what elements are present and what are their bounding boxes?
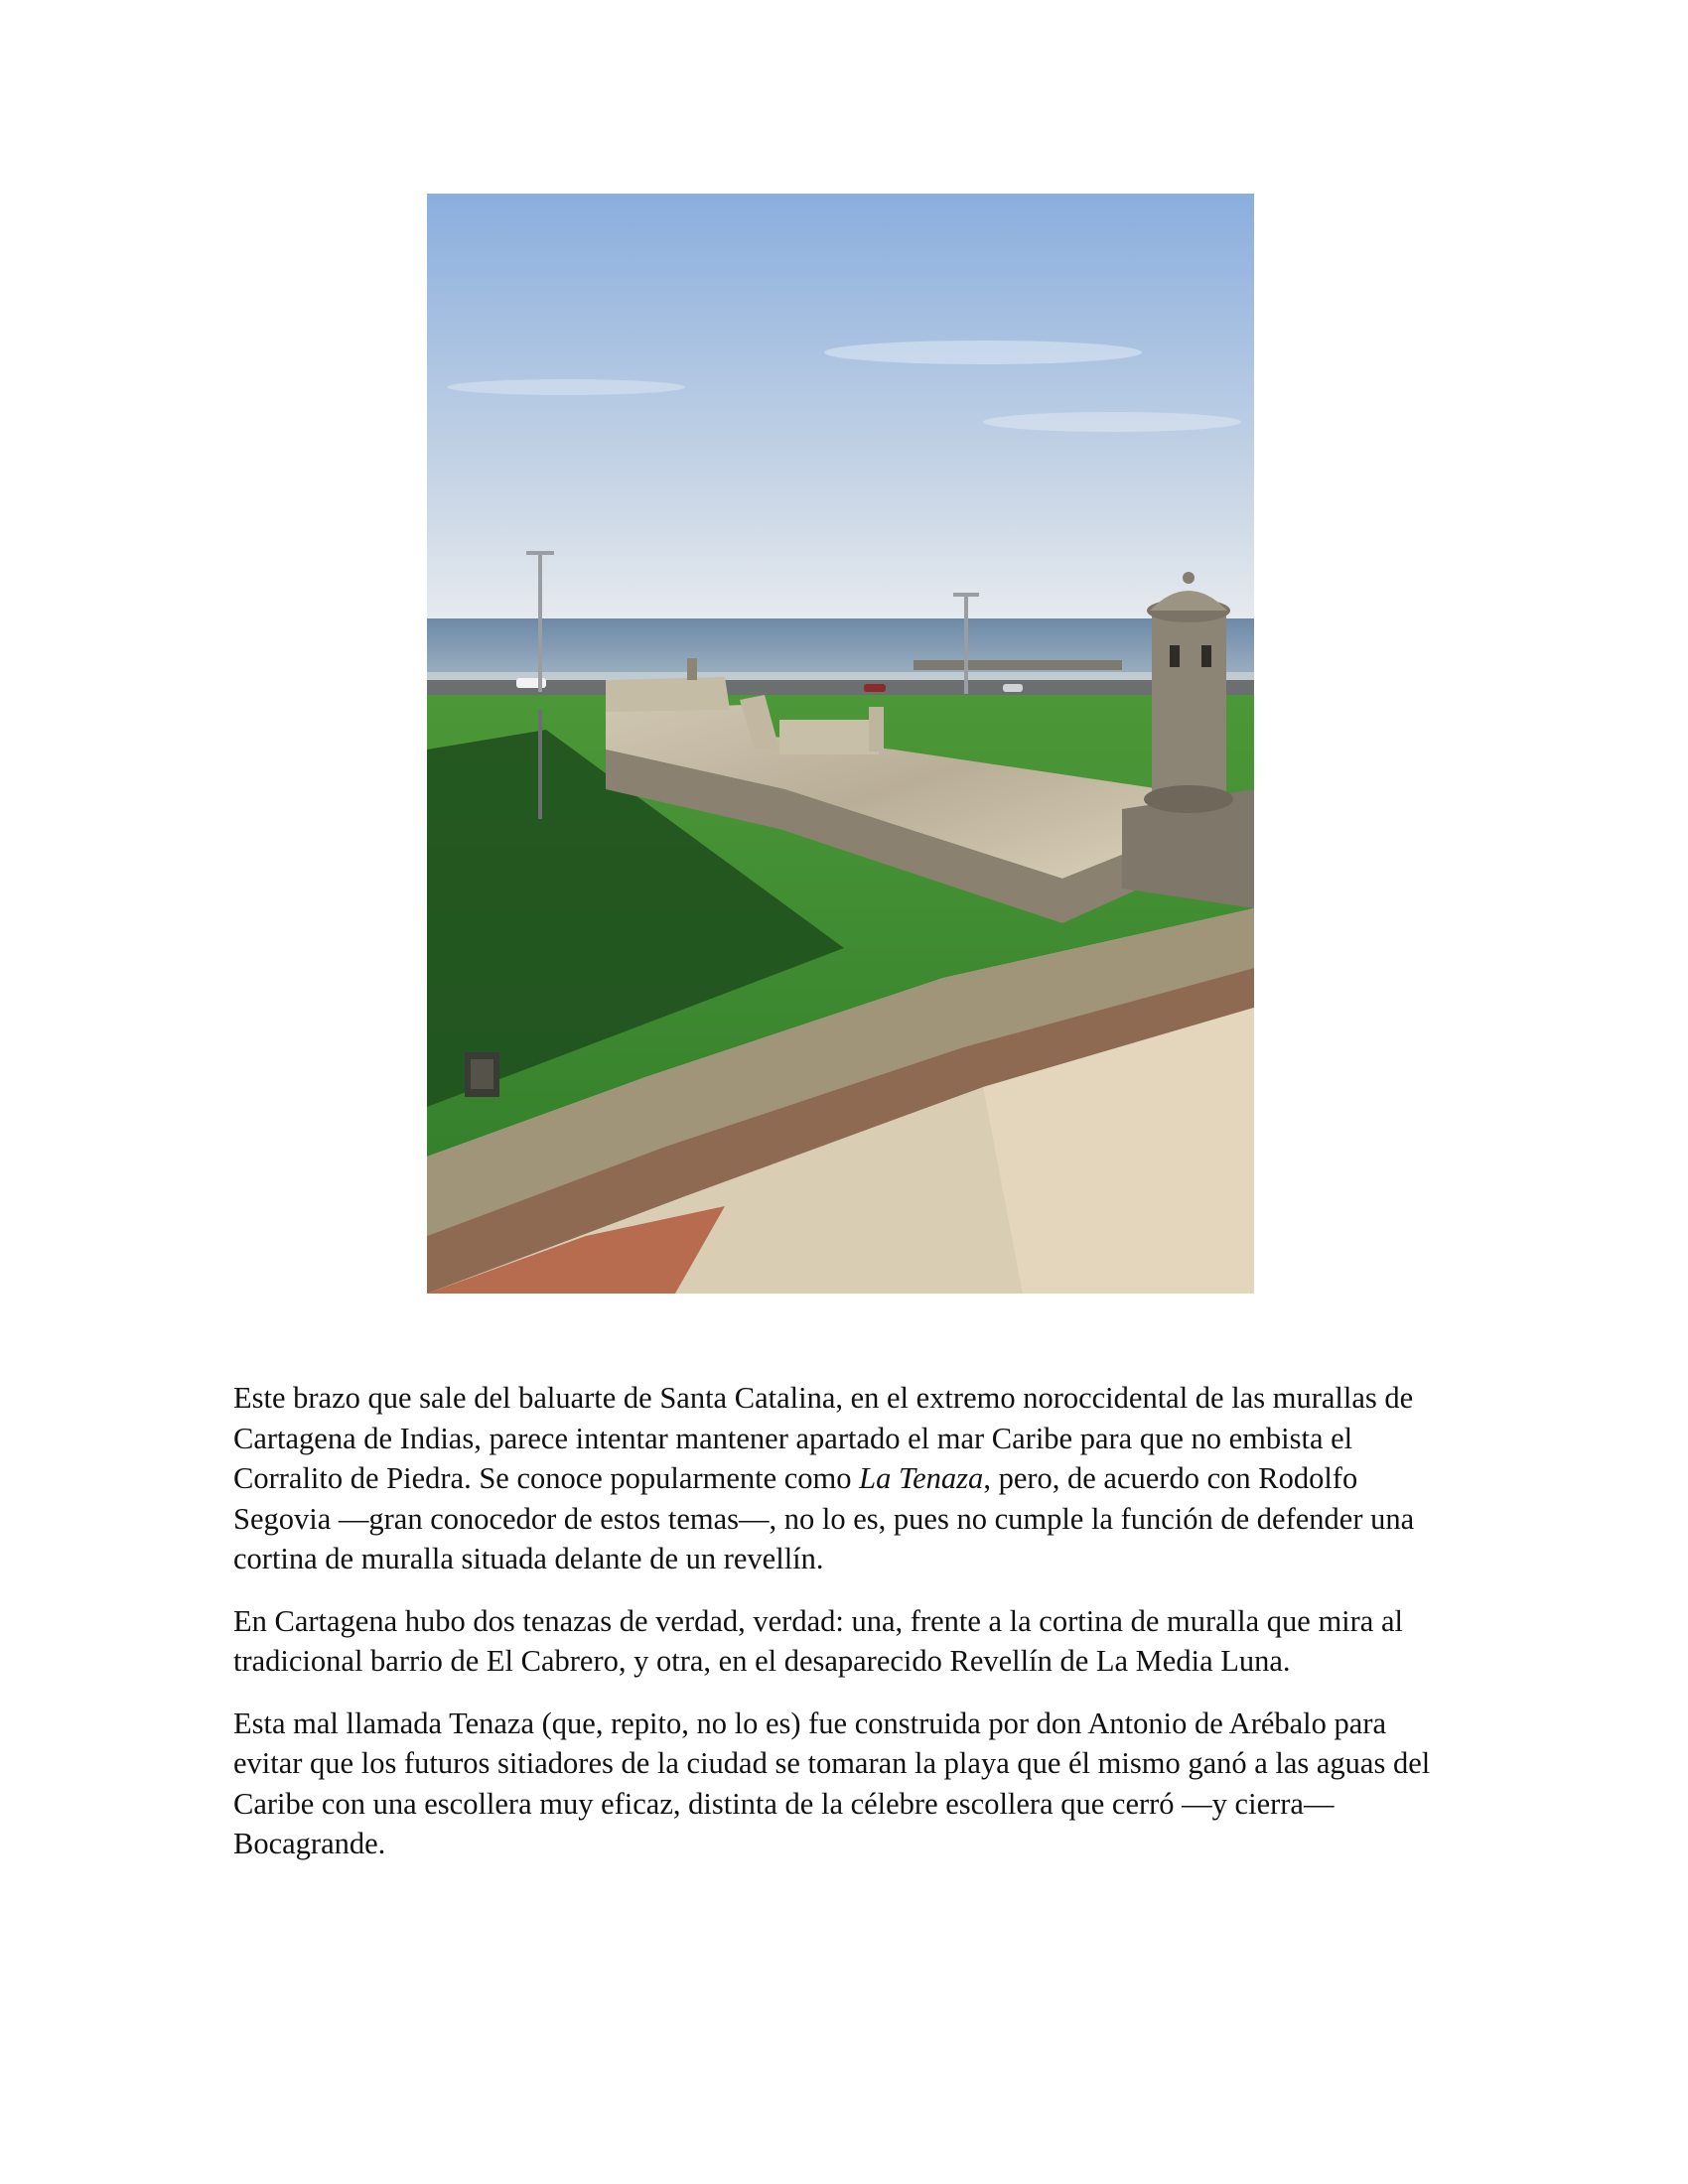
paragraph-2: En Cartagena hubo dos tenazas de verdad, verdad: una, frente a la cortina de muralla que mira al tradicional barrio de El Cabrero, y otra, en el desaparecido Revellín de La Media Luna. (233, 1603, 1403, 1678)
fortification-photo (427, 194, 1254, 1294)
photo-illustration (427, 194, 1254, 1294)
paragraph-1-emphasis: La Tenaza (859, 1461, 984, 1495)
paragraph-1-end: , pero, de acuerdo con Rodolfo Segovia —gran conocedor de estos temas—, no lo es, pues no cumple la función de defender una cortina de muralla situada delante de un revellín. (233, 1461, 1415, 1575)
paragraph-1-start: Este brazo que sale del baluarte de Santa Catalina, en el extremo noroccidental de las murallas de Cartagena de Indias, parece intentar mantener apartado el mar Caribe para que no embista el Corralito de Piedra. Se conoce popularmente como (233, 1381, 1414, 1495)
paragraph-1 (233, 1378, 1455, 1579)
sky (427, 194, 1254, 620)
sentry-box (1144, 572, 1233, 813)
paragraph-3: Esta mal llamada Tenaza (que, repito, no lo es) fue construida por don Antonio de Arébalo para evitar que los futuros sitiadores de la ciudad se tomaran la playa que él mismo ganó a las aguas del Caribe con una escollera muy eficaz, distinta de la célebre escollera que cerró —y cierra— Bocagrande. (233, 1706, 1431, 1860)
body-text (233, 1378, 1455, 1886)
sea (427, 618, 1254, 680)
